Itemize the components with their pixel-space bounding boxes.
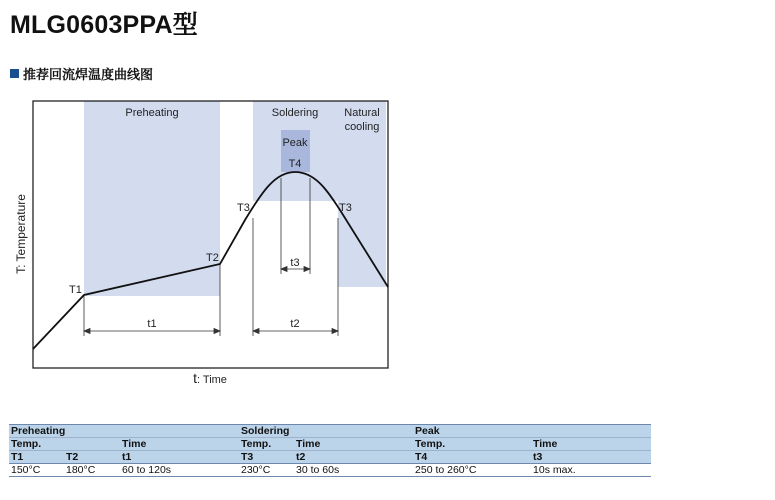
preheating-label: Preheating [125,107,179,119]
interval-t1-label: t1 [147,318,157,330]
value-cell: 30 to 60s [294,464,413,477]
header-cell: Time [120,438,239,451]
symbol-cell: T3 [239,451,294,464]
header-cell [64,438,120,451]
point-t4-label: T4 [288,158,302,170]
x-axis-suffix: : Time [196,374,227,386]
table-symbol-row [9,451,651,464]
natural-cooling-label-2: cooling [344,121,380,133]
point-t2-label: T2 [206,252,219,264]
soldering-label: Soldering [271,107,319,119]
section-bullet-icon [10,69,19,78]
header-cell: Temp. [9,438,64,451]
section-heading [10,64,153,83]
symbol-cell: t3 [531,451,651,464]
value-cell: 150°C [9,464,64,477]
table-header-row [9,438,651,451]
table-row [9,464,651,477]
page-title: MLG0603PPA型 [10,11,198,39]
group-preheating: Preheating [9,425,239,438]
point-t3-left-label: T3 [237,202,250,214]
symbol-cell: T2 [64,451,120,464]
y-axis-label: T: Temperature [14,194,28,274]
value-cell: 180°C [64,464,120,477]
section-heading-text: 推荐回流焊温度曲线图 [23,67,154,82]
symbol-cell: T1 [9,451,64,464]
value-cell: 230°C [239,464,294,477]
spec-table [9,424,651,477]
point-t3-right-label: T3 [339,202,352,214]
group-peak: Peak [413,425,651,438]
header-cell: Time [294,438,413,451]
x-axis-label [193,370,227,386]
group-soldering: Soldering [239,425,413,438]
symbol-cell: t2 [294,451,413,464]
symbol-cell: T4 [413,451,531,464]
header-cell: Time [531,438,651,451]
reflow-profile-diagram [0,88,420,390]
value-cell: 250 to 260°C [413,464,531,477]
value-cell: 60 to 120s [120,464,239,477]
natural-cooling-label-1: Natural [344,107,380,119]
value-cell: 10s max. [531,464,651,477]
interval-t3-label: t3 [290,257,300,269]
preheating-zone [84,101,220,296]
x-axis-prefix: t [193,370,197,386]
table-group-row [9,425,651,438]
symbol-cell: t1 [120,451,239,464]
interval-t2-label: t2 [290,318,300,330]
point-t1-label: T1 [69,284,82,296]
header-cell: Temp. [413,438,531,451]
peak-label: Peak [282,137,308,149]
header-cell: Temp. [239,438,294,451]
